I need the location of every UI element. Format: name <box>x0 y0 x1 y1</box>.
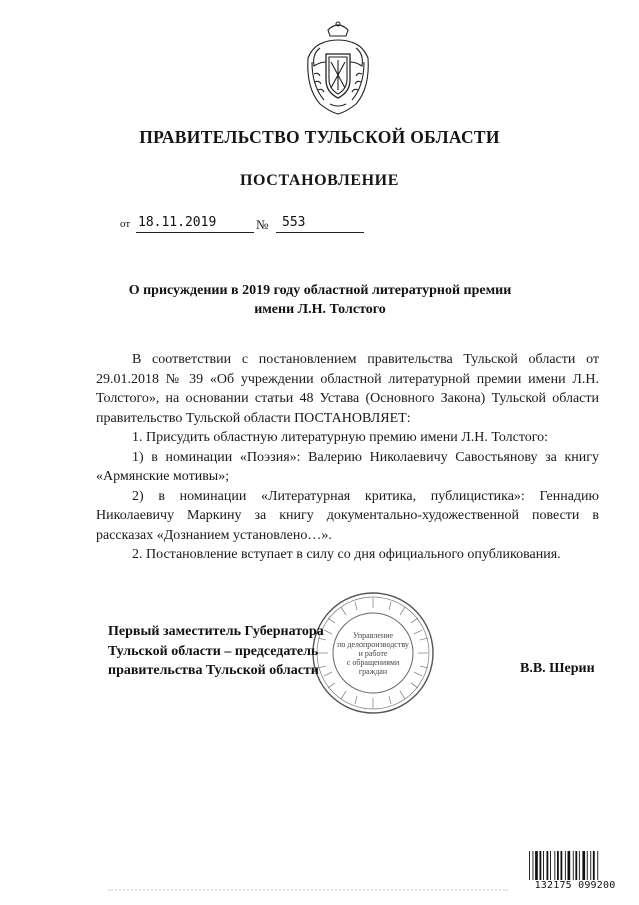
signatory-name: В.В. Шерин <box>520 661 595 676</box>
document-body <box>96 350 599 565</box>
decree-item-1: 1. Присудить областную литературную премию имени Л.Н. Толстого: <box>132 430 549 445</box>
stamp-line: по делопроизводству <box>337 639 409 649</box>
date-label: от <box>120 218 131 230</box>
date-underline <box>136 232 254 233</box>
signatory-position <box>108 622 368 681</box>
decree-item-1-1: 1) в номинации «Поэзия»: Валерию Николаевичу Савостьянову за книгу «Армянские мотивы»; <box>96 449 599 484</box>
stamp-line: с обращениями <box>346 657 400 667</box>
number-label: № <box>256 217 269 232</box>
coat-of-arms-emblem <box>298 18 378 118</box>
preamble-paragraph: В соответствии с постановлением правительства Тульской области от 29.01.2018 № 39 «Об учреждении областной литературной премии имени Л.Н. Толстого», на основании статьи 48 Устава (Основного Закона) Тульской области правительство Тульской области ПОСТАНОВЛЯЕТ: <box>96 352 599 426</box>
barcode-number: 132175 099200 <box>527 880 623 892</box>
footer-print-trace <box>108 889 508 895</box>
document-meta <box>120 215 380 235</box>
document-type: ПОСТАНОВЛЕНИЕ <box>240 172 399 189</box>
subject-line: О присуждении в 2019 году областной литературной премии <box>128 283 512 298</box>
document-number: 553 <box>282 215 306 230</box>
number-underline <box>276 232 364 233</box>
document-date: 18.11.2019 <box>138 215 217 230</box>
decree-item-1-2: 2) в номинации «Литературная критика, публицистика»: Геннадию Николаевичу Маркину за книгу документально-художественной повести в рассказах «Дознанием установлено…». <box>96 488 599 543</box>
stamp-line: и работе <box>358 648 388 658</box>
government-title: ПРАВИТЕЛЬСТВО ТУЛЬСКОЙ ОБЛАСТИ <box>139 127 500 147</box>
decree-item-2: 2. Постановление вступает в силу со дня официального опубликования. <box>132 547 561 562</box>
document-subject <box>110 281 530 319</box>
stamp-line: граждан <box>358 666 388 676</box>
stamp-line: Управление <box>352 630 394 640</box>
signatory-line: Первый заместитель Губернатора <box>108 624 324 639</box>
signatory-line: Тульской области – председатель <box>108 643 319 659</box>
signatory-line: правительства Тульской области <box>108 663 319 678</box>
subject-line: имени Л.Н. Толстого <box>254 302 386 317</box>
